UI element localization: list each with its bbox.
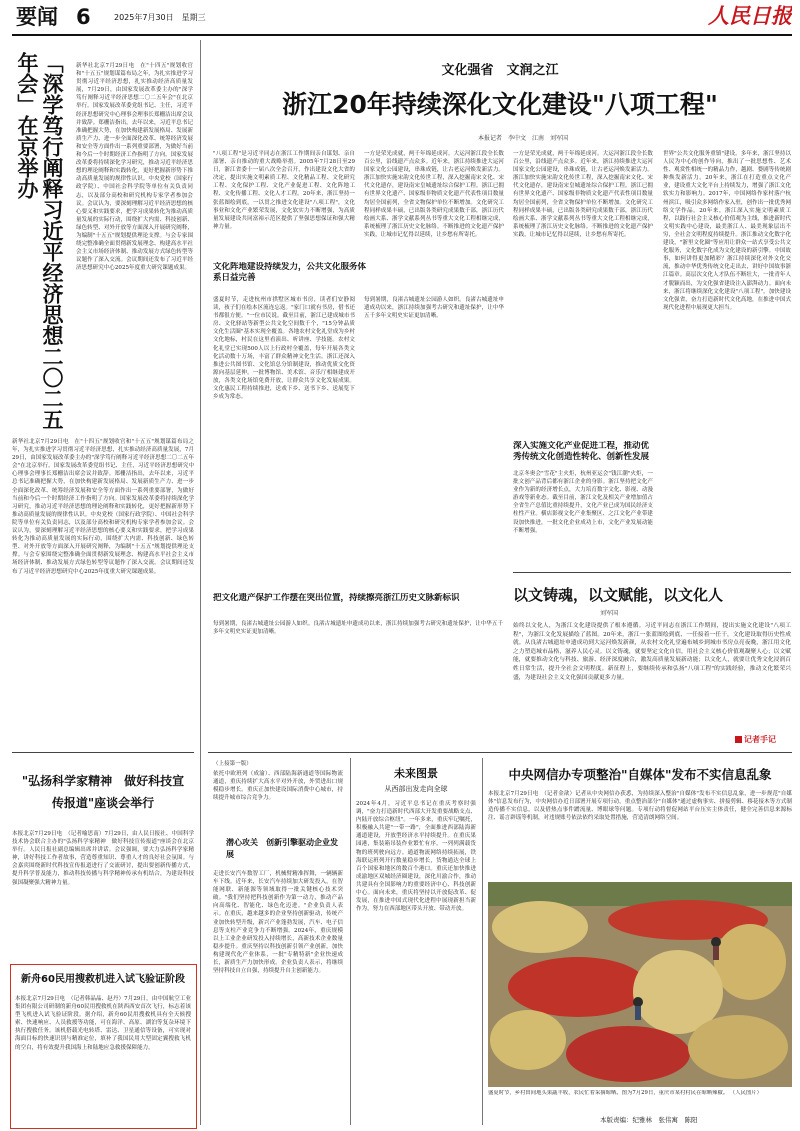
report-body: 2024年4月，习近平总书记在重庆考察时强调，"奋力打造新时代西部大开发重要战略支点、内陆开放综合枢纽"。一年多来，重庆牢记嘱托，积极融入共建"一带一路"，全面推进西部陆海新通道建设，开放型经济水平持续提升。在重庆果园港，集装箱吊装作业繁忙有序，一列列满载货物的班列驶向远方。通道物流网络持续拓展，铁海联运班列开行数量稳步增长，货物通达全球上百个国家和地区的数百个港口。重庆还加快推进成渝地区双城经济圈建设，深化川渝合作，推动共建具有全国影响力的重要经济中心、科技创新中心。面向未来，重庆将坚持以开放促改革、促发展，在推进中国式现代化进程中展现新担当新作为，努力在西部地区带头开放、带动开放。: [356, 801, 476, 913]
feature-kicker: 文化强省 文润之江: [441, 63, 559, 78]
feature-subhead-1: 文化阵地建设持续发力，公共文化服务体系日益完善: [213, 262, 367, 283]
feature-col1c-body: 每到暑期，良渚古城遗址公园游人如织。良渚古城遗址申遗成功以来，浙江持续加强考古研究和遗址保护，让中华五千多年文明史实证更加清晰。: [213, 621, 503, 636]
newspaper-logo: 人民日报: [708, 3, 792, 28]
report-subhead: 从西部出发走向全球: [384, 785, 448, 793]
news-headline: "弘扬科学家精神 做好科技宣传报道"座谈会举行: [21, 774, 185, 810]
economy-tagline: （上接第一版）: [213, 761, 252, 767]
divider: [12, 752, 194, 753]
cac-headline: 中央网信办专项整治"自媒体"发布不实信息乱象: [508, 767, 772, 782]
feature-headline: 浙江20年持续深化文化建设"八项工程": [282, 90, 718, 119]
economy-body-1: 依托中欧班列（成渝）、西部陆海新通道等国际物流通道，重庆持续扩大高水平对外开放，外贸进出口规模稳步增长。重庆正加快建设国际消费中心城市，持续提升城市综合竞争力。: [213, 771, 343, 802]
chili-drying-photo: [488, 882, 792, 1087]
column-divider: [200, 40, 201, 1125]
divider: [513, 572, 791, 573]
reporter-note-label: 记者手记: [744, 735, 776, 744]
feature-col1b-body: 盛夏时节，走进杭州市拱墅区城市书房，读者们安静阅读，孩子们在绘本区流连忘返。"家门口就有书房，借书还书都很方便。"一位市民说。截至目前，浙江已建成城市书房、文化驿站等新型公共文化空间数千个，"15分钟品质文化生活圈"基本实现全覆盖。各地农村文化礼堂成为乡村文化地标，村民在这里看演出、听讲座、学技能。农村文化礼堂已实现500人以上行政村全覆盖，每年开展各类文化活动数十万场，丰富了群众精神文化生活。浙江还深入推进公共图书馆、文化馆总分馆制建设，推动优质文化资源向基层延伸。一批博物馆、美术馆、音乐厅相继建成开放，各类文化场馆免费开放，让群众共享文化发展成果。文化惠民工程持续推进，送戏下乡、送书下乡、送展览下乡成为常态。: [213, 297, 355, 401]
report-headline: 未来图景: [394, 767, 438, 780]
cac-body: 本报北京7月29日电 （记者金歆）记者从中央网信办获悉，为持续深入整治"自媒体"发布不实信息乱象，进一步规范"自媒体"信息发布行为，中央网信办近日部署开展专项行动，重点整治部分"自媒体"通过虚构事实、拼接剪辑、移花接木等方式制造传播不实信息，以及借热点事件蹭流量、博眼球等问题。专项行动将督促网站平台压实主体责任，健全完善信息来源标注、谣言辟谣等机制，对违规账号依法依约采取处置措施，营造清朗网络空间。: [488, 791, 792, 822]
feature-col2-top: 一方是荣光成就，两千年绵延成河。大运河浙江段全长数百公里，沿线遗产点众多。近年来，浙江持续推进大运河国家文化公园建设，串珠成链，让古老运河焕发新活力。浙江加快实施宋韵文化传世工程，深入挖掘南宋文化、宋代文化遗存，建设南宋皇城遗址综合保护工程。浙江已拥有世界文化遗产、国家级非物质文化遗产代表性项目数量均居全国前列，全省文物保护单位不断增加。文化研究工程同样成果丰硕，已出版各类研究成果数千部，浙江历代绘画大系、浙学文献系列丛书等重大文化工程相继完成，系统梳理了浙江历史文化脉络。不断推进的文化遗产保护实践，让城市记忆得以延续，让乡愁有所寄托。: [364, 151, 504, 238]
masthead-rule: [12, 34, 792, 36]
left-lead-body-continued: 新华社北京7月29日电 在"十四五"规划收官和"十五五"规划谋篇布局之年，为扎实推进学习贯彻习近平经济思想，扎实推动经济高质量发展，7月29日，由国家发展改革委主办的"深学笃行阐释习近平经济思想二〇二五年会"在北京举行。国家发展改革委党组书记、主任，习近平经济思想研究中心理事会理事长郑栅洁出席会议并致辞。郑栅洁指出，去年以来，习近平总书记准确把握大势，在加快构建新发展格局、发展新质生产力、进一步全面深化改革、统筹经济发展和安全等方面作出一系列重要部署，为做好当前和今后一个时期经济工作指明了方向。国家发展改革委将持续深化学习研究，推动习近平经济思想的理论阐释和实践转化，更好把握新形势下推动高质量发展的规律性认识。中央党校（国家行政学院）、中国社会科学院等单位有关负责同志，以及部分高校和研究机构专家学者参加会议。会议认为，要深刻理解习近平经济思想的核心要义和实践要求，把学习成果转化为推动高质量发展的实际行动，围绕扩大内需、科技创新、绿色转型、对外开放等方面深入开展研究阐释，为编制"十五五"规划提供理论支撑。与会专家围绕完整准确全面贯彻新发展理念、构建高水平社会主义市场经济体制、推动发展方式绿色转型等议题作了深入交流。会议期间还发布了习近平经济思想研究中心2025年度重大研究课题成果。: [12, 439, 194, 575]
column-divider: [350, 758, 351, 1125]
highlighted-news-headline: 新舟60民用搜救机进入试飞验证阶段: [21, 974, 185, 985]
highlighted-news-box: [10, 964, 197, 1129]
feature-col2b-body: 北京冬奥会"雪花"主火炬，杭州亚运会"钱江潮"火炬，一批文创产品背后都有浙江企业的身影。浙江坚持把文化产业作为新的经济增长点，大力培育数字文化、影视、动漫游戏等新业态。截至目前，浙江文化及相关产业增加值占全省生产总值比重持续提升，文化产业已成为国民经济支柱性产业。横店影视文化产业集聚区、之江文化产业带建设加快推进，一批文化企业成功上市，文化产业发展动能不断增强。: [513, 471, 653, 534]
page-editors: 本版责编：纪雅林 张伟寓 陈阳: [600, 1116, 698, 1124]
left-lead-headline: 「深学笃行阐释习近平经济思想二〇二五年会」在京举办: [15, 52, 64, 430]
feature-byline: 本报记者 李中文 江南 刘军国: [478, 135, 569, 142]
left-lead-body: 新华社北京7月29日电 在"十四五"规划收官和"十五五"规划谋篇布局之年，为扎实推进学习贯彻习近平经济思想，扎实推动经济高质量发展，7月29日，由国家发展改革委主办的"深学笃行阐释习近平经济思想二〇二五年会"在北京举行。国家发展改革委党组书记、主任，习近平经济思想研究中心理事会理事长郑栅洁出席会议并致辞。郑栅洁指出，去年以来，习近平总书记准确把握大势，在加快构建新发展格局、发展新质生产力、进一步全面深化改革、统筹经济发展和安全等方面作出一系列重要部署，为做好当前和今后一个时期经济工作指明了方向。国家发展改革委将持续深化学习研究，推动习近平经济思想的理论阐释和实践转化，更好把握新形势下推动高质量发展的规律性认识。中央党校（国家行政学院）、中国社会科学院等单位有关负责同志，以及部分高校和研究机构专家学者参加会议。会议认为，要深刻理解习近平经济思想的核心要义和实践要求，把学习成果转化为推动高质量发展的实际行动，围绕扩大内需、科技创新、绿色转型、对外开放等方面深入开展研究阐释，为编制"十五五"规划提供理论支撑。与会专家围绕完整准确全面贯彻新发展理念、构建高水平社会主义市场经济体制、推动发展方式绿色转型等议题作了深入交流。会议期间还发布了习近平经济思想研究中心2025年度重大研究课题成果。: [76, 63, 193, 272]
feature-col1-body: "八项工程"是习近平同志在浙江工作期间亲自谋划、亲自部署、亲自推动的重大战略举措。2005年7月28日至29日，浙江省委十一届八次全会召开，作出建设文化大省的决定，提出实施文明素质工程、文化精品工程、文化研究工程、文化保护工程、文化产业促进工程、文化阵地工程、文化传播工程、文化人才工程。20年来，浙江坚持一张蓝图绘到底，一以贯之推进文化建设"八项工程"，文化事业和文化产业繁荣发展，文化软实力不断增强，为高质量发展建设共同富裕示范区提供了坚强思想保证和强大精神力量。: [213, 151, 355, 230]
economy-body-2: 走进长安汽车数智工厂，机械臂精准挥舞，一辆辆新车下线。近年来，长安汽车持续加大研发投入，在智能网联、新能源等领域取得一批关键核心技术突破。"我们坚持把科技创新作为第一动力，推动产品向高端化、智能化、绿色化迈进。"企业负责人表示。在重庆，越来越多的企业坚持创新驱动，传统产业加快转型升级，新兴产业蓬勃发展，汽车、电子信息等支柱产业竞争力不断增强。2024年，重庆规模以上工业企业研发投入持续增长，高新技术企业数量稳步提升。重庆坚持以科技创新引领产业创新，加快构建现代化产业体系，一批"专精特新"企业快速成长，新质生产力加快形成。企业负责人表示，将继续坚持科技自立自强，持续提升自主创新能力。: [213, 871, 343, 975]
news-photo: [488, 882, 792, 1087]
caption-text: 盛夏时节，乡村田间地头果蔬丰收，农民忙着采摘晾晒。图为7月29日，重庆市某村村民在晾晒辣椒。: [488, 1090, 729, 1096]
page-number: 6: [76, 5, 91, 29]
flag-icon: [735, 736, 742, 743]
feature-col1b-cont: 每到暑期，良渚古城遗址公园游人如织。良渚古城遗址申遗成功以来，浙江持续加强考古研究和遗址保护，让中华五千多年文明史实证更加清晰。: [364, 297, 504, 320]
issue-date: 2025年7月30日 星期三: [114, 13, 206, 22]
feature-col2-body: 一方是荣光成就，两千年绵延成河。大运河浙江段全长数百公里，沿线遗产点众多。近年来，浙江持续推进大运河国家文化公园建设，串珠成链，让古老运河焕发新活力。浙江加快实施宋韵文化传世工程，深入挖掘南宋文化、宋代文化遗存，建设南宋皇城遗址综合保护工程。浙江已拥有世界文化遗产、国家级非物质文化遗产代表性项目数量均居全国前列，全省文物保护单位不断增加。文化研究工程同样成果丰硕，已出版各类研究成果数千部，浙江历代绘画大系、浙学文献系列丛书等重大文化工程相继完成，系统梳理了浙江历史文化脉络。不断推进的文化遗产保护实践，让城市记忆得以延续，让乡愁有所寄托。: [513, 151, 653, 238]
feature-subhead-2: 把文化遗产保护工作摆在突出位置，持续擦亮浙江历史文脉新标识: [213, 593, 460, 603]
photo-caption: [488, 1090, 792, 1110]
feature-subhead-3: 深入实施文化产业促进工程，推动优秀传统文化创造性转化、创新性发展: [513, 441, 650, 462]
highlighted-news-body: 本报北京7月29日电 （记者韩晶晶、赵丹）7月29日，由中国航空工业集团有限公司研制的新舟60民用搜救机在陕西西安首次飞行，标志着该型飞机进入试飞验证阶段。据介绍，新舟60民用搜救机具有全天候搜索、快速响应、人员救援等功能，可在海洋、高原、湖泊等复杂环境下执行搜救任务。该机搭载光电转塔、雷达、卫星通信等设备，可实现对海面目标的快速识别与精准定位，填补了我国民用大型固定翼搜救飞机的空白，将有效提升我国海上和陆地应急救援保障能力。: [15, 996, 191, 1051]
news-body: 本报北京7月29日电 （记者喻思南）7月29日，由人民日报社、中国科学技术协会联合主办的"弘扬科学家精神 做好科技宣传报道"座谈会在北京举行。人民日报社副总编辑出席并讲话。会议强调，要大力弘扬科学家精神，讲好科技工作者故事，营造尊重知识、尊重人才的良好社会氛围。与会嘉宾围绕新时代科技宣传报道进行了交流研讨，提出要创新传播方式，提升科学普及能力，推动科技传播与科学精神传承有机结合，为建设科技强国凝聚强大精神力量。: [12, 831, 194, 886]
commentary-body: 始终以文化人，为浙江文化建设提供了根本遵循。习近平同志在浙江工作期间，提出实施文化建设"八项工程"，为浙江文化发展描绘了蓝图。20年来，浙江一张蓝图绘到底、一任接着一任干，文化建设取得历史性成就。从良渚古城遗址申遗成功到大运河焕发新颜，从农村文化礼堂遍布城乡到城市书房点亮夜晚，浙江用文化之力塑造城市品格，滋养人民心灵。以文铸魂，就要坚定文化自信，用社会主义核心价值观凝聚人心；以文赋能，就要推动文化与科技、旅游、经济深度融合，激发高质量发展新动能；以文化人，就要让优秀文化浸润百姓日常生活，提升全社会文明程度。新征程上，要继续传承和弘扬"八项工程"的实践经验，推动文化繁荣兴盛，为建设社会主义文化强国贡献更多力量。: [513, 623, 791, 681]
reporter-note-tag: [735, 735, 791, 748]
commentary-headline: 以文铸魂，以文赋能，以文化人: [513, 586, 724, 604]
economy-subhead: 潜心攻关 创新引擎驱动企业发展: [226, 838, 338, 859]
feature-col3-body: 世界"公共文化服务重镇"建设。多年来，浙江坚持以人民为中心的创作导向，推出了一批思想性、艺术性、观赏性相统一的精品力作，越剧、婺剧等传统剧种焕发新活力。20年来，浙江在打造重点文化产业，建设重大文化平台上持续发力，增强了浙江文化软实力和影响力。2017年，中国网络作家村落户杭州滨江，吸引众多网络作家入驻，创作出一批优秀网络文学作品。20年来，浙江深入实施文明素质工程，以践行社会主义核心价值观为主线，推进新时代文明实践中心建设，最美浙江人、最美现象层出不穷，全社会文明程度持续提升。浙江推动文化数字化建设，"浙里文化圈"等应用让群众一站式享受公共文化服务，文化数字化成为文化建设的新引擎。中国故事，如何讲得更加精彩？浙江持续深化对外文化交流，推动中华优秀传统文化走出去，讲好中国故事浙江篇章。高层次文化人才队伍不断壮大，一批青年人才脱颖而出，为文化强省建设注入澎湃动力。面向未来，浙江将继续深化文化建设"八项工程"，加快建设文化强省，奋力打造新时代文化高地，在推进中国式现代化进程中展现更大担当。: [663, 151, 791, 311]
commentary-author: 刘军国: [600, 610, 619, 617]
section-label: 要闻: [16, 5, 58, 29]
masthead: [0, 0, 800, 34]
divider: [208, 752, 792, 753]
column-divider: [482, 758, 483, 1125]
photo-credit: （人民图片）: [729, 1090, 763, 1096]
